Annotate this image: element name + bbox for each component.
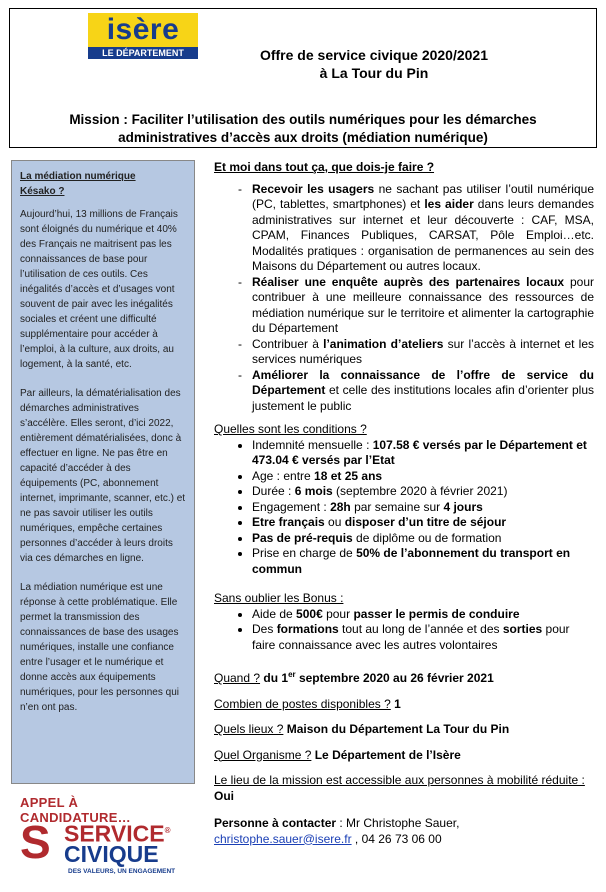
logo-brand: isère: [88, 13, 198, 47]
registered-mark: ®: [164, 826, 171, 835]
bonus-heading: Sans oublier les Bonus :: [214, 591, 344, 605]
sidebar-paragraph-1: Aujourd’hui, 13 millions de Français sont éloignés du numérique et 40% des Français ne maitrisent pas les connaissances de base pour l’utilisation de ces outils. Ces inégalités d’accès et d’usages vont souvent de pair avec les inégalités sociales et créent une difficulté supplémentaire pour accéder à l’emploi, à la culture, aux droits, au logement, à la santé, etc.: [20, 209, 178, 370]
service-word: SERVICE: [64, 820, 165, 847]
list-item: • Age : entre 18 et 25 ans: [252, 469, 594, 485]
title-line2: à La Tour du Pin: [319, 65, 429, 81]
list-item: • Engagement : 28h par semaine sur 4 jours: [252, 500, 594, 516]
title-line1: Offre de service civique 2020/2021: [259, 47, 489, 63]
organisme-line: Quel Organisme ? Le Département de l’Isère: [214, 747, 461, 762]
main-content: [214, 160, 594, 847]
service-civique-civique: CIVIQUE: [64, 841, 159, 867]
conditions-list: [214, 438, 594, 578]
sidebar-paragraph-2: Par ailleurs, la dématérialisation des démarches administratives s’accélère. Elles seront, d’ici 2022, entièrement dématérialisées, donc à effectuer en ligne. Ne pas être en capacité d’accéder à des équipements (PC, abonnement internet, imprimante, scanner, etc.) et ne pas savoir utiliser les outils numériques, empêche certaines personnes d’accéder à leurs droits via ces démarches en ligne.: [20, 388, 186, 564]
mission-title: [20, 111, 586, 147]
service-civique-promo: [20, 795, 190, 885]
contact-block: [214, 816, 594, 847]
service-civique-s-logo: S: [20, 816, 51, 868]
logo-subtitle: LE DÉPARTEMENT: [88, 47, 198, 59]
list-item: - Recevoir les usagers ne sachant pas utiliser l’outil numérique (PC, tablettes, smartphones) et les aider dans leurs demandes administratives sur internet et leur découverte : CAF, MSA, CPAM, Finances Publiques, CARSAT, Pôle Emploi…etc. Modalités pratiques : organisation de permanences au sein des Maisons du Département ou autres locaux.: [252, 182, 594, 275]
sidebar-info-box: [11, 160, 195, 784]
contact-name: : Mr Christophe Sauer,: [336, 816, 460, 830]
list-item: • Prise en charge de 50% de l’abonnement du transport en commun: [252, 546, 594, 577]
list-item: • Aide de 500€ pour passer le permis de conduire: [252, 607, 594, 623]
contact-phone: , 04 26 73 06 00: [351, 831, 442, 846]
mission-line1: Mission : Faciliter l’utilisation des outils numériques pour les démarches: [69, 112, 537, 127]
contact-label: Personne à contacter: [214, 816, 337, 830]
sidebar-title: La médiation numérique: [20, 171, 136, 182]
postes-line: Combien de postes disponibles ? 1: [214, 696, 401, 711]
list-item: • Durée : 6 mois (septembre 2020 à février 2021): [252, 484, 594, 500]
list-item: - Contribuer à l’animation d’ateliers sur l’accès à internet et les services numériques: [252, 337, 594, 368]
tasks-list: [214, 182, 594, 415]
appel-candidature: APPEL À CANDIDATURE…: [20, 795, 131, 825]
lieux-line: Quels lieux ? Maison du Département La Tour du Pin: [214, 722, 510, 736]
contact-email-link[interactable]: christophe.sauer@isere.fr: [214, 831, 352, 846]
list-item: - Réaliser une enquête auprès des partenaires locaux pour contribuer à une meilleure connaissance des ressources de médiation numérique sur le territoire et alimenter la cartographie du Département: [252, 275, 594, 337]
mission-line2: administratives d’accès aux droits (médiation numérique): [118, 130, 488, 145]
service-civique-tagline: DES VALEURS, UN ENGAGEMENT: [68, 868, 176, 875]
list-item: • Pas de pré-requis de diplôme ou de formation: [252, 531, 594, 547]
offer-title: [214, 46, 534, 82]
isere-logo: [88, 13, 198, 61]
bonus-list: [214, 607, 594, 654]
tasks-heading: Et moi dans tout ça, que dois-je faire ?: [214, 160, 435, 174]
conditions-heading: Quelles sont les conditions ?: [214, 422, 367, 436]
sidebar-paragraph-3: La médiation numérique est une réponse à cette problématique. Elle permet la transmission des connaissances de base des usages numériques, installe une confiance entre l’usager et le numérique et donne accès aux équipements numériques, pour les personnes qui n’en ont pas.: [20, 582, 179, 713]
sidebar-subtitle: Késako ?: [20, 186, 65, 197]
accessibility-line: Le lieu de la mission est accessible aux personnes à mobilité réduite : Oui: [214, 773, 585, 803]
list-item: • Etre français ou disposer d’un titre de séjour: [252, 515, 594, 531]
dates-line: Quand ? du 1er septembre 2020 au 26 février 2021: [214, 670, 494, 685]
list-item: - Améliorer la connaissance de l’offre de service du Département et celle des institutions locales afin d’orienter plus justement le public: [252, 368, 594, 415]
list-item: • Des formations tout au long de l’année et des sorties pour faire connaissance avec les autres volontaires: [252, 622, 594, 653]
list-item: • Indemnité mensuelle : 107.58 € versés par le Département et 473.04 € versés par l’Etat: [252, 438, 594, 469]
